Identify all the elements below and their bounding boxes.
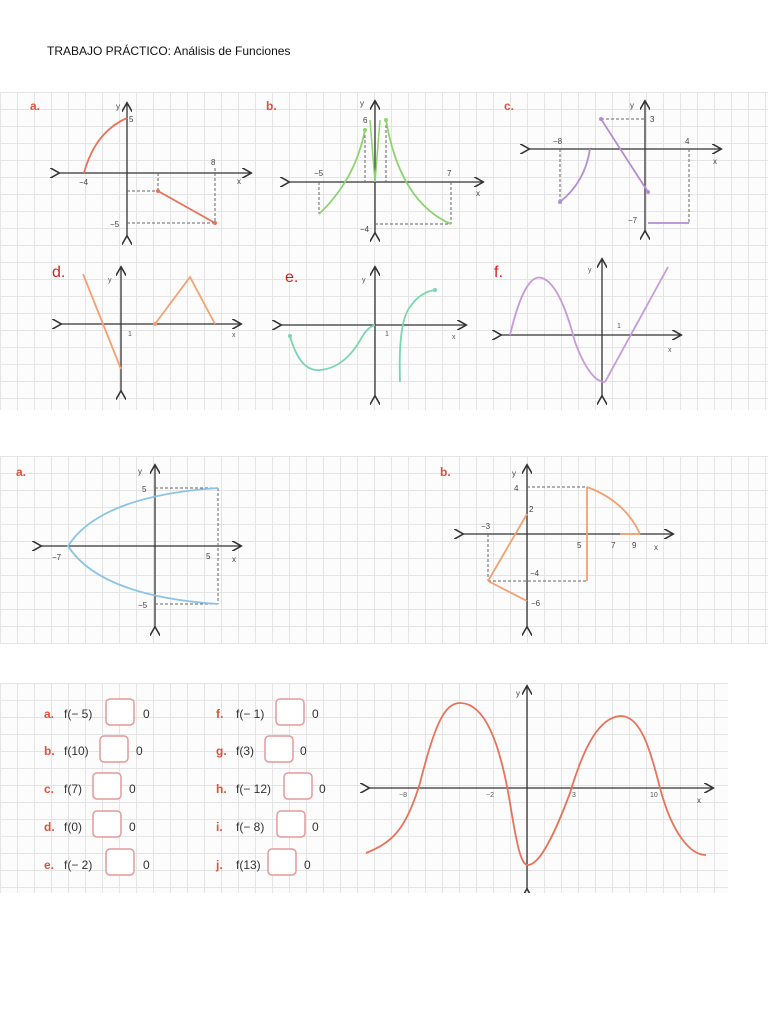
item-expression: f(− 2) — [64, 858, 93, 872]
graph-2b — [440, 465, 672, 628]
x-label: x — [232, 332, 236, 339]
comparison-f — [216, 699, 319, 725]
tick-1: 1 — [385, 331, 389, 338]
comparison-h — [216, 773, 326, 799]
tick-9: 9 — [632, 541, 637, 550]
tick-2: 2 — [529, 505, 534, 514]
comparison-right-column — [215, 699, 326, 875]
point — [213, 221, 217, 225]
answer-box[interactable] — [265, 736, 293, 762]
tick-10: 10 — [650, 792, 658, 799]
point — [384, 118, 388, 122]
comparison-d — [44, 811, 136, 837]
tick-m7: −7 — [52, 553, 62, 562]
comparison-b — [44, 736, 143, 762]
x-label: x — [232, 555, 236, 564]
comparison-left-column — [44, 699, 150, 875]
graph-3 — [366, 687, 712, 890]
y-label: y — [512, 469, 516, 478]
tick-m4: −4 — [360, 225, 370, 234]
item-letter: d. — [44, 820, 55, 834]
item-zero: 0 — [300, 744, 307, 758]
segment — [158, 191, 215, 223]
comparison-e — [44, 849, 150, 875]
item-zero: 0 — [129, 820, 136, 834]
tick-6: 6 — [363, 116, 368, 125]
point — [363, 128, 367, 132]
item-zero: 0 — [136, 744, 143, 758]
item-letter: g. — [216, 744, 227, 758]
item-letter: j. — [216, 858, 223, 872]
comparison-i — [216, 811, 319, 837]
tick-5x: 5 — [206, 552, 211, 561]
answer-box[interactable] — [106, 849, 134, 875]
tick-m2: −2 — [486, 792, 494, 799]
y-label: y — [588, 267, 592, 274]
segment — [605, 267, 668, 382]
segment — [83, 274, 121, 369]
item-expression: f(0) — [64, 820, 82, 834]
item-letter: i. — [216, 820, 223, 834]
segment — [601, 119, 648, 192]
curve — [84, 118, 127, 173]
section-1-svg — [0, 92, 768, 410]
y-label: y — [516, 689, 520, 698]
point — [288, 334, 292, 338]
item-letter: c. — [44, 782, 55, 796]
item-letter: e. — [44, 858, 55, 872]
segment — [488, 581, 527, 601]
section-3-svg — [0, 683, 728, 893]
answer-box[interactable] — [106, 699, 134, 725]
tick-m8: −8 — [399, 792, 407, 799]
section-1-graphs — [0, 92, 768, 410]
answer-box[interactable] — [100, 736, 128, 762]
tick-m7: −7 — [628, 216, 638, 225]
graph-1b — [266, 99, 482, 234]
curve — [290, 325, 375, 370]
point — [599, 117, 603, 121]
curve — [375, 120, 380, 182]
point — [153, 322, 157, 326]
item-zero: 0 — [312, 820, 319, 834]
graph-2b-letter: b. — [440, 465, 451, 479]
x-label: x — [713, 157, 717, 166]
item-zero: 0 — [312, 707, 319, 721]
y-label: y — [138, 467, 142, 476]
comparison-g — [216, 736, 307, 762]
tick-3: 3 — [572, 792, 576, 799]
tick-5: 5 — [577, 541, 582, 550]
tick-1: 1 — [617, 323, 621, 330]
item-zero: 0 — [143, 858, 150, 872]
item-expression: f(− 1) — [236, 707, 265, 721]
tick-7: 7 — [447, 169, 452, 178]
y-label: y — [116, 102, 120, 111]
y-label: y — [630, 101, 634, 110]
curve — [386, 120, 451, 224]
item-zero: 0 — [129, 782, 136, 796]
y-label: y — [362, 277, 366, 284]
answer-box[interactable] — [93, 811, 121, 837]
graph-1a-letter: a. — [30, 99, 41, 113]
x-label: x — [697, 796, 701, 805]
graph-1d — [52, 264, 240, 392]
graph-1a — [30, 99, 250, 237]
curve — [400, 290, 435, 382]
graph-1e-letter: e. — [285, 269, 299, 286]
graph-1f-letter: f. — [494, 264, 503, 281]
tick-m3: −3 — [481, 522, 491, 531]
comparison-c — [44, 773, 136, 799]
item-letter: a. — [44, 707, 55, 721]
curve — [366, 703, 706, 865]
comparison-j — [215, 849, 311, 875]
tick-5: 5 — [142, 485, 147, 494]
graph-1c — [504, 99, 720, 232]
item-expression: f(− 5) — [64, 707, 93, 721]
x-label: x — [237, 177, 241, 186]
comparison-a — [44, 699, 150, 725]
segment — [155, 277, 215, 324]
curve — [587, 487, 640, 534]
y-label: y — [360, 99, 364, 108]
tick-1: 1 — [128, 331, 132, 338]
tick-8: 8 — [211, 158, 216, 167]
item-zero: 0 — [319, 782, 326, 796]
point — [646, 190, 650, 194]
answer-box[interactable] — [268, 849, 296, 875]
point — [433, 288, 437, 292]
answer-box[interactable] — [93, 773, 121, 799]
answer-box[interactable] — [276, 699, 304, 725]
graph-2a-letter: a. — [16, 465, 27, 479]
item-expression: f(10) — [64, 744, 89, 758]
curve — [560, 149, 590, 202]
graph-1e — [280, 268, 465, 397]
section-2-graphs — [0, 456, 768, 644]
graph-1f — [494, 260, 680, 397]
page-title: TRABAJO PRÁCTICO: Análisis de Funciones — [47, 44, 291, 58]
item-letter: h. — [216, 782, 227, 796]
graph-1b-letter: b. — [266, 99, 277, 113]
x-label: x — [668, 347, 672, 354]
tick-m5: −5 — [314, 169, 324, 178]
tick-m6: −6 — [531, 599, 541, 608]
tick-m4: −4 — [530, 569, 540, 578]
item-zero: 0 — [304, 858, 311, 872]
item-expression: f(− 8) — [236, 820, 265, 834]
segment — [488, 514, 527, 581]
tick-4: 4 — [685, 137, 690, 146]
tick-7: 7 — [611, 541, 616, 550]
section-3 — [0, 683, 728, 893]
graph-2a — [16, 465, 240, 628]
item-letter: f. — [216, 707, 224, 721]
curve — [510, 277, 605, 382]
tick-m5: −5 — [110, 220, 120, 229]
section-2-svg — [0, 456, 768, 644]
tick-m8: −8 — [553, 137, 563, 146]
item-expression: f(13) — [236, 858, 261, 872]
item-expression: f(7) — [64, 782, 82, 796]
answer-box[interactable] — [284, 773, 312, 799]
tick-4: 4 — [514, 484, 519, 493]
tick-m5: −5 — [138, 601, 148, 610]
graph-1d-letter: d. — [52, 264, 66, 281]
x-label: x — [452, 334, 456, 341]
point — [156, 189, 160, 193]
x-label: x — [476, 189, 480, 198]
curve — [370, 120, 375, 182]
tick-5: 5 — [129, 115, 134, 124]
tick-3: 3 — [650, 115, 655, 124]
item-expression: f(− 12) — [236, 782, 272, 796]
graph-1c-letter: c. — [504, 99, 515, 113]
y-label: y — [108, 277, 112, 284]
tick-m4: −4 — [79, 178, 89, 187]
answer-box[interactable] — [277, 811, 305, 837]
point — [558, 200, 562, 204]
curve — [319, 130, 365, 214]
item-expression: f(3) — [236, 744, 254, 758]
item-zero: 0 — [143, 707, 150, 721]
item-letter: b. — [44, 744, 55, 758]
x-label: x — [654, 543, 658, 552]
